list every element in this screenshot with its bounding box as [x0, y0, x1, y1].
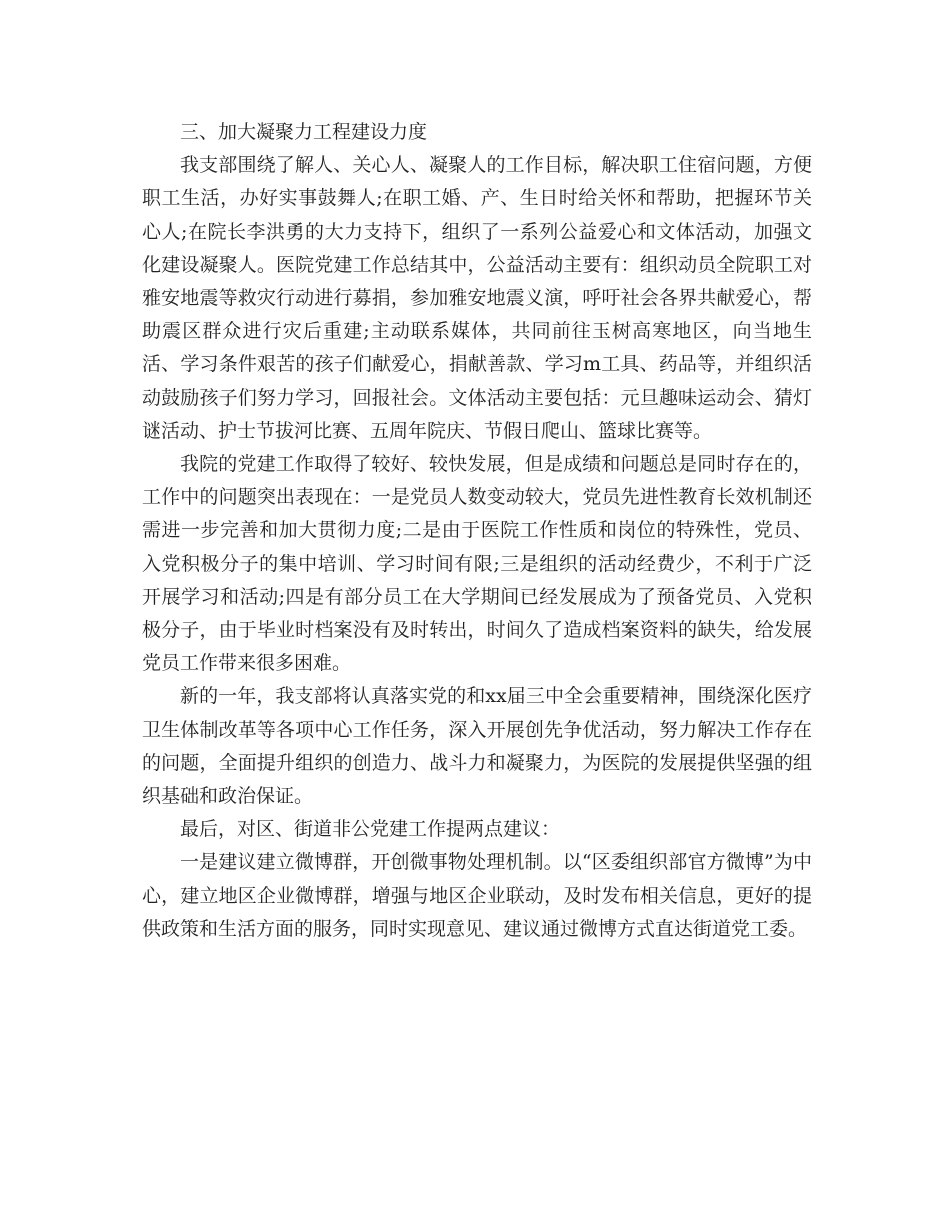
document-body — [142, 116, 812, 946]
paragraph-new-year-plan: 新的一年，我支部将认真落实党的和xx届三中全会重要精神，围绕深化医疗卫生体制改革等各项中心工作任务，深入开展创先争优活动，努力解决工作存在的问题，全面提升组织的创造力、战斗力和凝聚力，为医院的发展提供坚强的组织基础和政治保证。 — [142, 685, 812, 808]
paragraph-suggestions-intro: 最后，对区、街道非公党建工作提两点建议： — [180, 818, 561, 841]
section-heading: 三、加大凝聚力工程建设力度 — [180, 121, 428, 143]
paragraph-suggestion-one: 一是建议建立微博群，开创微事物处理机制。以“区委组织部官方微博”为中心，建立地区企业微博群，增强与地区企业联动，及时发布相关信息，更好的提供政策和生活方面的服务，同时实现意见、建议通过微博方式直达街道党工委。 — [142, 851, 812, 940]
paragraph-problems: 我院的党建工作取得了较好、较快发展，但是成绩和问题总是同时存在的，工作中的问题突出表现在：一是党员人数变动较大，党员先进性教育长效机制还需进一步完善和加大贯彻力度;二是由于医院工作性质和岗位的特殊性，党员、入党积极分子的集中培训、学习时间有限;三是组织的活动经费少，不利于广泛开展学习和活动;四是有部分员工在大学期间已经发展成为了预备党员、入党积极分子，由于毕业时档案没有及时转出，时间久了造成档案资料的缺失，给发展党员工作带来很多困难。 — [142, 453, 812, 675]
paragraph-cohesion-activities: 我支部围绕了解人、关心人、凝聚人的工作目标，解决职工住宿问题，方便职工生活，办好实事鼓舞人;在职工婚、产、生日时给关怀和帮助，把握环节关心人;在院长李洪勇的大力支持下，组织了一系列公益爱心和文体活动，加强文化建设凝聚人。医院党建工作总结其中，公益活动主要有：组织动员全院职工对雅安地震等救灾行动进行募捐，参加雅安地震义演，呼吁社会各界共献爱心，帮助震区群众进行灾后重建;主动联系媒体，共同前往玉树高寒地区，向当地生活、学习条件艰苦的孩子们献爱心，捐献善款、学习m工具、药品等，并组织活动鼓励孩子们努力学习，回报社会。文体活动主要包括：元旦趣味运动会、猜灯谜活动、护士节拔河比赛、五周年院庆、节假日爬山、篮球比赛等。 — [142, 154, 812, 442]
